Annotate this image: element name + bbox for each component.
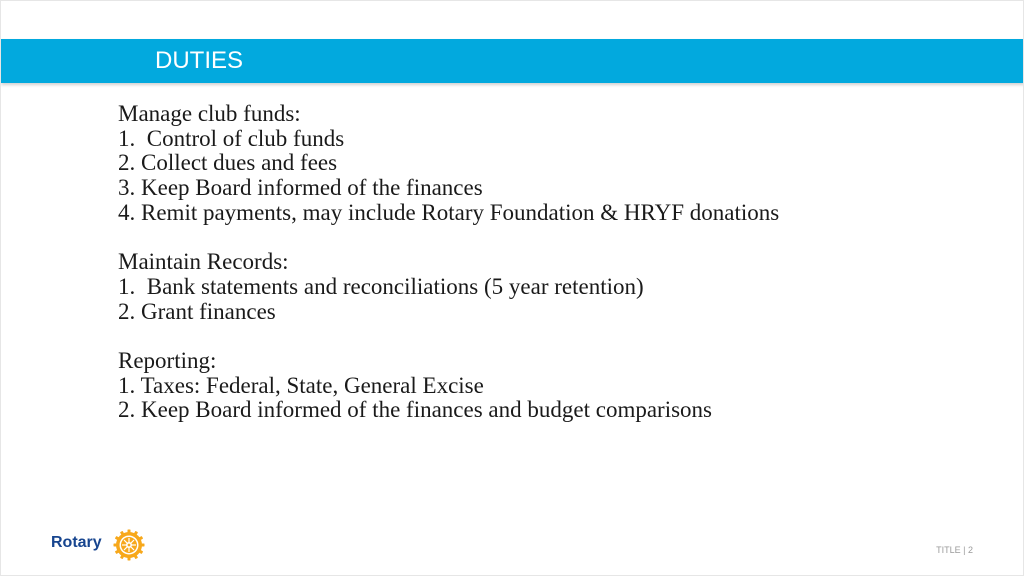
list-item: 1. Control of club funds [118, 125, 345, 151]
list-item: 3. Keep Board informed of the finances [118, 175, 483, 201]
title-bar [1, 39, 1024, 83]
list-item: 2. Collect dues and fees [118, 150, 338, 176]
page-number: 2 [967, 545, 973, 555]
footer-separator: | [963, 545, 966, 555]
section-heading: Manage club funds: [118, 101, 301, 126]
list-item: 1. Bank statements and reconciliations (5 year retention) [118, 273, 644, 299]
rotary-logo [51, 529, 161, 561]
slide-footer [936, 544, 973, 556]
section-heading: Maintain Records: [118, 249, 289, 275]
section-manage-club-funds [118, 102, 998, 226]
slide-title: DUTIES [155, 47, 244, 74]
section-reporting [118, 349, 998, 423]
rotary-wheel-icon [113, 529, 145, 561]
list-item: 1. Taxes: Federal, State, General Excise [118, 372, 484, 398]
section-maintain-records [118, 250, 998, 324]
logo-wordmark: Rotary [51, 534, 102, 551]
footer-label: TITLE [936, 545, 961, 555]
slide-body [118, 102, 998, 448]
list-item: 2. Grant finances [118, 298, 276, 324]
list-item: 2. Keep Board informed of the finances and budget comparisons [118, 397, 712, 423]
list-item: 4. Remit payments, may include Rotary Foundation & HRYF donations [118, 199, 780, 225]
section-heading: Reporting: [118, 348, 217, 373]
